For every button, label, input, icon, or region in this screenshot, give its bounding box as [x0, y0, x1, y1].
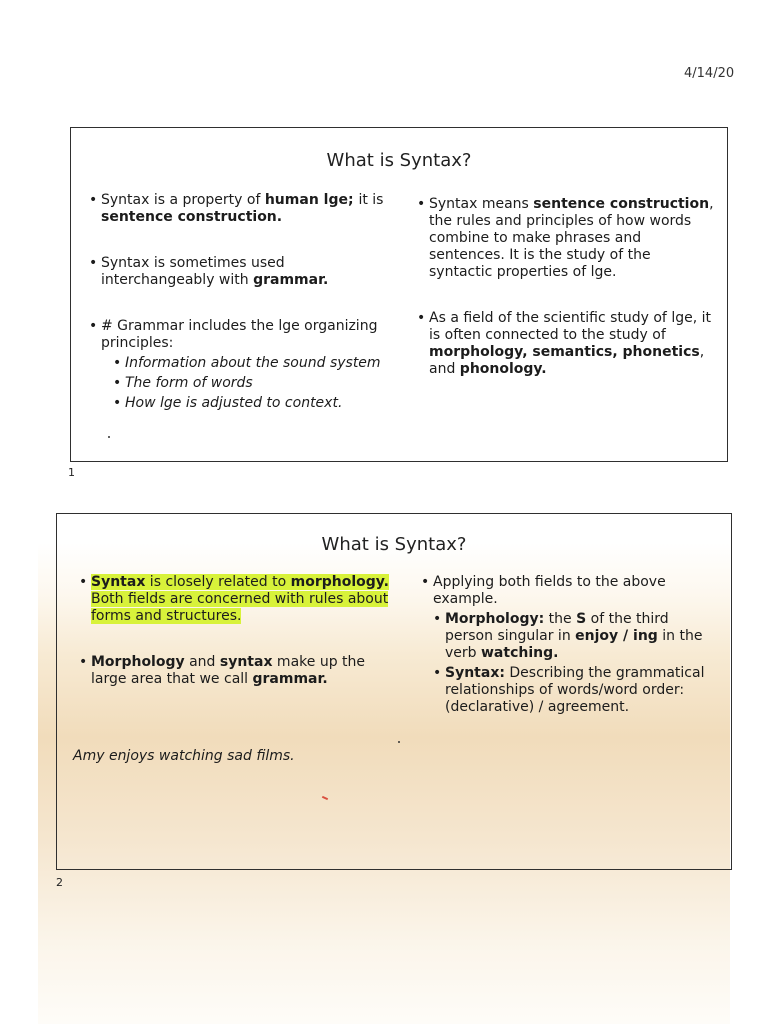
highlighted-text: Syntax is closely related to morphology. Both fields are concerned with rules about forms and structures.	[91, 574, 389, 624]
slide-1-right-column	[417, 196, 717, 378]
bullet-item	[79, 574, 395, 625]
bullet-icon: •	[89, 192, 98, 208]
bullet-icon: •	[421, 574, 430, 590]
bullet-icon: •	[417, 196, 426, 212]
sub-item: • Information about the sound system	[113, 355, 381, 371]
sub-bullet-item: • Morphology: the S of the third person singular in enjoy / ing in the verb watching.	[433, 611, 703, 661]
slide-1-left-column	[89, 192, 401, 412]
bullet-item: • Applying both fields to the above example.	[421, 574, 666, 607]
slide-title: What is Syntax?	[326, 150, 472, 171]
bullet-item: • As a field of the scientific study of lge, it is often connected to the study of morphology, semantics, phonetics, and phonology.	[417, 310, 711, 377]
bullet-icon: •	[433, 665, 442, 681]
bullet-item: • Syntax is a property of human lge; it is sentence construction.	[89, 192, 384, 225]
bullet-icon: •	[113, 375, 122, 391]
slide-title: What is Syntax?	[321, 534, 467, 555]
date-stamp: 4/14/20	[684, 66, 735, 81]
example-sentence: Amy enjoys watching sad films.	[73, 748, 295, 764]
slide-number: 1	[68, 466, 75, 479]
bullet-icon: •	[79, 654, 88, 670]
bullet-item: • Syntax is sometimes used interchangeably with grammar.	[89, 255, 329, 288]
bullet-icon: •	[113, 355, 122, 371]
bullet-item: • # Grammar includes the lge organizing principles:	[89, 318, 378, 351]
pen-dot	[398, 741, 400, 743]
sub-bullet-item: • Syntax: Describing the grammatical relationships of words/word order: (declarative) / agreement.	[433, 665, 705, 715]
slide-1	[70, 127, 728, 462]
slide-number: 2	[56, 876, 63, 889]
slide-2-right-column	[421, 574, 721, 716]
sub-list	[89, 355, 401, 412]
bullet-item: • Morphology and syntax make up the large area that we call grammar.	[79, 654, 366, 687]
bullet-icon: •	[79, 574, 88, 590]
slide-2-left-column	[79, 574, 397, 688]
bullet-icon: •	[89, 318, 98, 334]
bullet-icon: •	[433, 611, 442, 627]
sub-item: • The form of words	[113, 375, 253, 391]
bullet-icon: •	[89, 255, 98, 271]
sub-item: • How lge is adjusted to context.	[113, 395, 343, 411]
bullet-icon: •	[417, 310, 426, 326]
bullet-item: • Syntax means sentence construction, the rules and principles of how words combine to make phrases and sentences. It is the study of the syntactic properties of lge.	[417, 196, 714, 280]
bullet-icon: •	[113, 395, 122, 411]
pen-dot	[108, 436, 110, 438]
slide-2	[56, 513, 732, 870]
